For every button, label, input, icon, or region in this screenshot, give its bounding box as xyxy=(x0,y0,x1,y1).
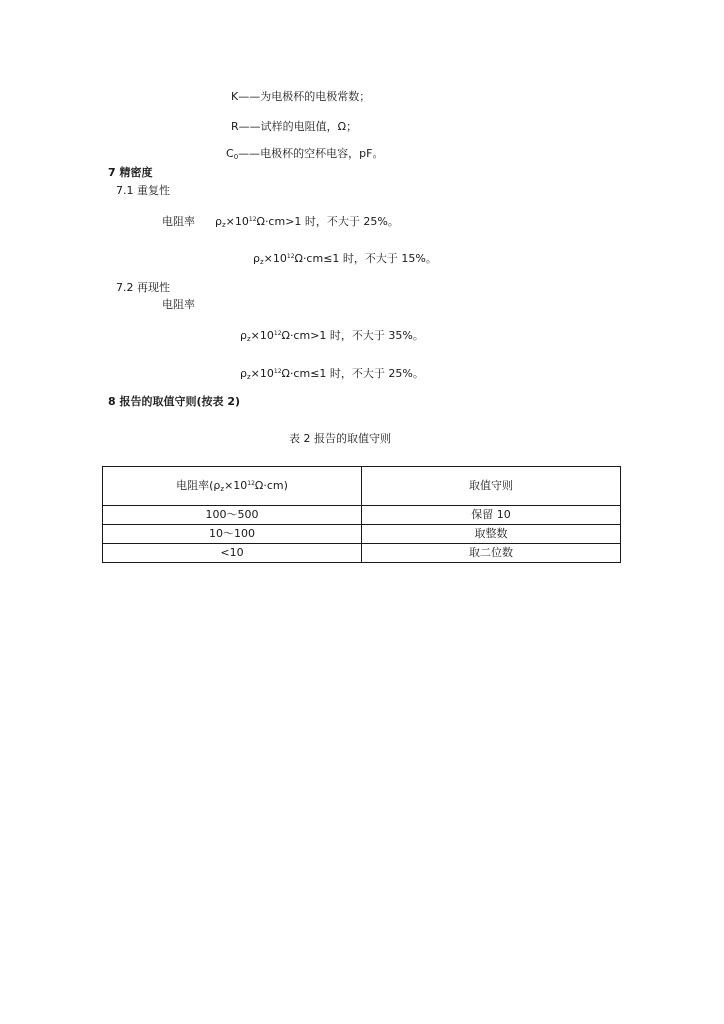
section-7-2-heading: 7.2 再现性 xyxy=(116,281,170,294)
section-7-heading: 7 精密度 xyxy=(108,166,153,179)
resistivity-label: 电阻率 xyxy=(162,215,195,228)
ohm-symbol: Ω xyxy=(294,252,303,265)
table-row xyxy=(103,525,621,544)
resistivity-label: 电阻率 xyxy=(162,298,195,311)
ohm-symbol: Ω xyxy=(337,120,347,133)
repeatability-condition-1: $\rho_z\times 10^{12}\Omega\cdot cm>1$ 时，不大于 25%。 xyxy=(215,215,399,229)
cell-range: <10 xyxy=(103,544,362,563)
repeatability-condition-2: $\rho_z\times 10^{12}\Omega\cdot cm\le 1$ 时，不大于 15%。 xyxy=(253,252,437,266)
reproducibility-condition-1: $\rho_z\times 10^{12}\Omega\cdot cm>1$ 时，不大于 35%。 xyxy=(240,329,424,343)
cell-rule: 保留 10 xyxy=(362,506,621,525)
cell-range: 100～500 xyxy=(103,506,362,525)
cell-rule: 取二位数 xyxy=(362,544,621,563)
definition-c0: $C_0——$电极杯的空杯电容，pF。 xyxy=(226,147,384,161)
table-header-row xyxy=(103,467,621,506)
cell-range: 10～100 xyxy=(103,525,362,544)
header-resistivity: 电阻率$(\rho_z\times 10^{12}\Omega\cdot cm)$ xyxy=(103,467,362,506)
table-row xyxy=(103,506,621,525)
section-7-1-heading: 7.1 重复性 xyxy=(116,184,170,197)
ohm-symbol: Ω xyxy=(254,479,264,492)
ohm-symbol: Ω xyxy=(281,367,290,380)
section-8-heading: 8 报告的取值守则(按表 2) xyxy=(108,395,241,408)
table-row xyxy=(103,544,621,563)
rounding-rules-table xyxy=(102,466,621,563)
table-caption: 表 2 报告的取值守则 xyxy=(289,432,391,445)
definition-k: K——为电极杯的电极常数； xyxy=(231,90,371,103)
reproducibility-condition-2: $\rho_z\times 10^{12}\Omega\cdot cm\le 1$ 时，不大于 25%。 xyxy=(240,367,424,381)
ohm-symbol: Ω xyxy=(281,329,290,342)
definition-r: R——试样的电阻值，Ω； xyxy=(231,120,358,133)
ohm-symbol: Ω xyxy=(256,215,265,228)
cell-rule: 取整数 xyxy=(362,525,621,544)
header-rule: 取值守则 xyxy=(362,467,621,506)
